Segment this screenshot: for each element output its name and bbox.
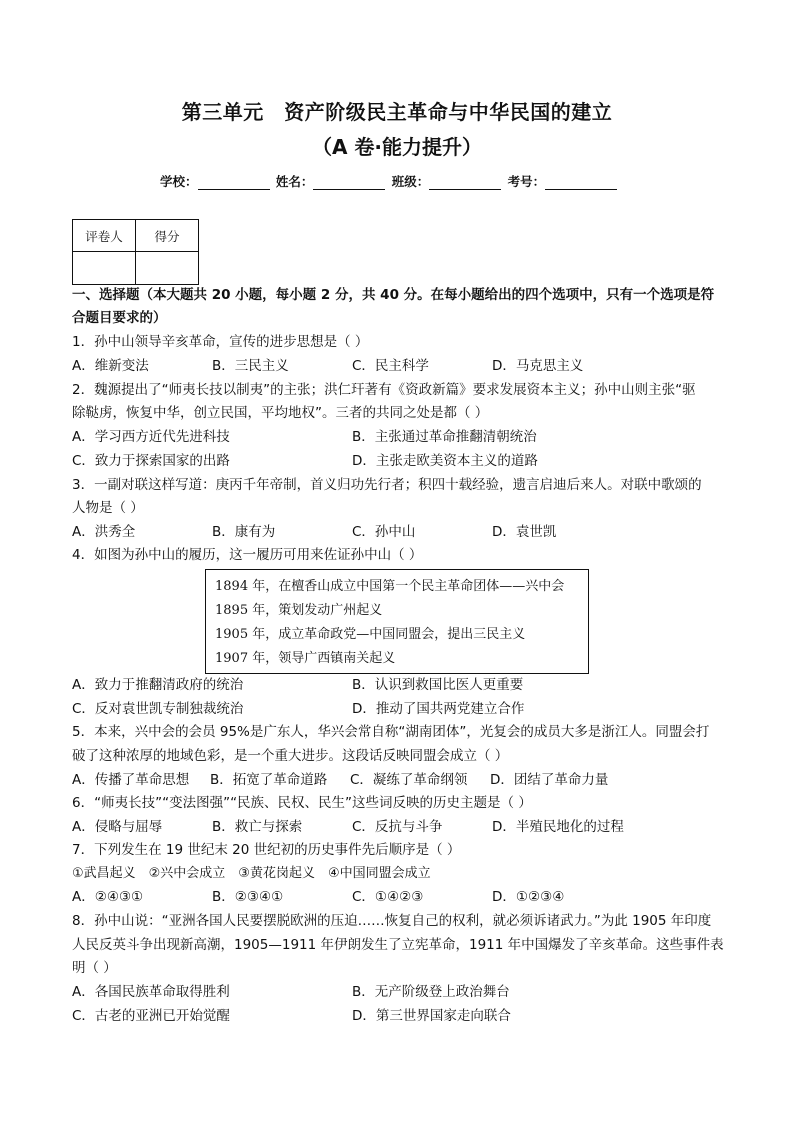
resume-line: 1907 年，领导广西镇南关起义 xyxy=(215,651,396,666)
school-label: 学校： xyxy=(160,174,198,189)
option-d[interactable]: D．团结了革命力量 xyxy=(490,772,609,788)
question-stem: 1．孙中山领导辛亥革命，宣传的进步思想是（ ） xyxy=(72,334,369,350)
option-d[interactable]: D．半殖民地化的过程 xyxy=(492,819,624,835)
option-a[interactable]: A．维新变法 xyxy=(72,358,149,374)
question-stem: 6．“师夷长技”“变法图强”“民族、民权、民生”这些词反映的历史主题是（ ） xyxy=(72,795,532,811)
resume-line: 1895 年，策划发动广州起义 xyxy=(215,603,383,618)
score-table xyxy=(72,219,199,285)
page-subtitle: （A 卷·能力提升） xyxy=(311,135,483,159)
question-stem: 2．魏源提出了“师夷长技以制夷”的主张；洪仁玕著有《资政新篇》要求发展资本主义；孙中山则主张“驱 xyxy=(72,382,696,398)
question-stem-cont: 人民反英斗争出现新高潮，1905—1911 年伊朗发生了立宪革命，1911 年中国爆发了辛亥革命。这些事件表 xyxy=(72,937,724,953)
option-a[interactable]: A．②④③① xyxy=(72,889,144,905)
option-a[interactable]: A．各国民族革命取得胜利 xyxy=(72,984,230,1000)
class-label: 班级： xyxy=(391,174,430,189)
question-stem-cont: 除鞑虏，恢复中华，创立民国，平均地权”。三者的共同之处是都（ ） xyxy=(72,405,489,421)
school-blank[interactable] xyxy=(198,176,270,190)
option-b[interactable]: B．认识到救国比医人更重要 xyxy=(352,677,524,693)
score-table-score-header: 得分 xyxy=(136,220,199,252)
option-b[interactable]: B．无产阶级登上政治舞台 xyxy=(352,984,510,1000)
resume-line: 1894 年，在檀香山成立中国第一个民主革命团体——兴中会 xyxy=(215,579,565,594)
option-b[interactable]: B．三民主义 xyxy=(212,358,289,374)
option-a[interactable]: A．致力于推翻清政府的统治 xyxy=(72,677,244,693)
option-c[interactable]: C．①④②③ xyxy=(352,889,424,905)
name-blank[interactable] xyxy=(313,176,385,190)
option-c[interactable]: C．反对袁世凯专制独裁统治 xyxy=(72,701,244,717)
option-a[interactable]: A．传播了革命思想 xyxy=(72,772,190,788)
question-stem: 4．如图为孙中山的履历，这一履历可用来佐证孙中山（ ） xyxy=(72,547,423,563)
question-stem: 8．孙中山说：“亚洲各国人民要摆脱欧洲的压迫……恢复自己的权利，就必须诉诸武力。”为此 1905 年印度 xyxy=(72,913,712,929)
question-stem-cont: 破了这种浓厚的地域色彩，是一个重大进步。这段话反映同盟会成立（ ） xyxy=(72,748,509,764)
option-d[interactable]: D．①②③④ xyxy=(492,889,565,905)
option-c[interactable]: C．古老的亚洲已开始觉醒 xyxy=(72,1008,230,1024)
page-title: 第三单元 资产阶级民主革命与中华民国的建立 xyxy=(181,100,613,124)
name-label: 姓名： xyxy=(275,174,314,189)
option-b[interactable]: B．拓宽了革命道路 xyxy=(210,772,328,788)
question-stem: 3．一副对联这样写道：庚丙千年帝制，首义归功先行者；积四十载经验，遗言启迪后来人。对联中歌颂的 xyxy=(72,477,702,493)
resume-line: 1905 年，成立革命政党—中国同盟会，提出三民主义 xyxy=(215,627,526,642)
section-heading: 一、选择题（本大题共 20 小题，每小题 2 分，共 40 分。在每小题给出的四个选项中，只有一个选项是符 xyxy=(72,287,715,303)
option-a[interactable]: A．洪秀全 xyxy=(72,524,136,540)
event-list: ①武昌起义 ②兴中会成立 ③黄花岗起义 ④中国同盟会成立 xyxy=(72,866,431,881)
class-blank[interactable] xyxy=(429,176,501,190)
exam-no-label: 考号： xyxy=(507,174,546,189)
option-c[interactable]: C．致力于探索国家的出路 xyxy=(72,453,230,469)
option-d[interactable]: D．主张走欧美资本主义的道路 xyxy=(352,453,538,469)
option-d[interactable]: D．袁世凯 xyxy=(492,524,557,540)
option-b[interactable]: B．主张通过革命推翻清朝统治 xyxy=(352,429,537,445)
option-d[interactable]: D．马克思主义 xyxy=(492,358,584,374)
option-c[interactable]: C．孙中山 xyxy=(352,524,416,540)
option-c[interactable]: C．民主科学 xyxy=(352,358,429,374)
question-stem-cont: 人物是（ ） xyxy=(72,500,144,516)
score-cell[interactable] xyxy=(136,252,199,285)
option-b[interactable]: B．康有为 xyxy=(212,524,276,540)
option-a[interactable]: A．学习西方近代先进科技 xyxy=(72,429,230,445)
option-b[interactable]: B．②③④① xyxy=(212,889,284,905)
option-a[interactable]: A．侵略与屈辱 xyxy=(72,819,163,835)
score-table-grader-header: 评卷人 xyxy=(73,220,136,252)
question-stem: 5．本来，兴中会的会员 95%是广东人，华兴会常自称“湖南团体”，光复会的成员大多是浙江人。同盟会打 xyxy=(72,724,710,740)
exam-no-blank[interactable] xyxy=(545,176,617,190)
option-c[interactable]: C．反抗与斗争 xyxy=(352,819,443,835)
resume-box xyxy=(205,569,589,674)
option-d[interactable]: D．第三世界国家走向联合 xyxy=(352,1008,511,1024)
question-stem: 7．下列发生在 19 世纪末 20 世纪初的历史事件先后顺序是（ ） xyxy=(72,842,461,858)
question-stem-cont: 明（ ） xyxy=(72,960,117,976)
option-b[interactable]: B．救亡与探索 xyxy=(212,819,303,835)
student-info-row xyxy=(160,172,619,190)
option-c[interactable]: C．凝练了革命纲领 xyxy=(350,772,468,788)
section-heading-cont: 合题目要求的） xyxy=(72,310,167,326)
grader-cell[interactable] xyxy=(73,252,136,285)
option-d[interactable]: D．推动了国共两党建立合作 xyxy=(352,701,525,717)
